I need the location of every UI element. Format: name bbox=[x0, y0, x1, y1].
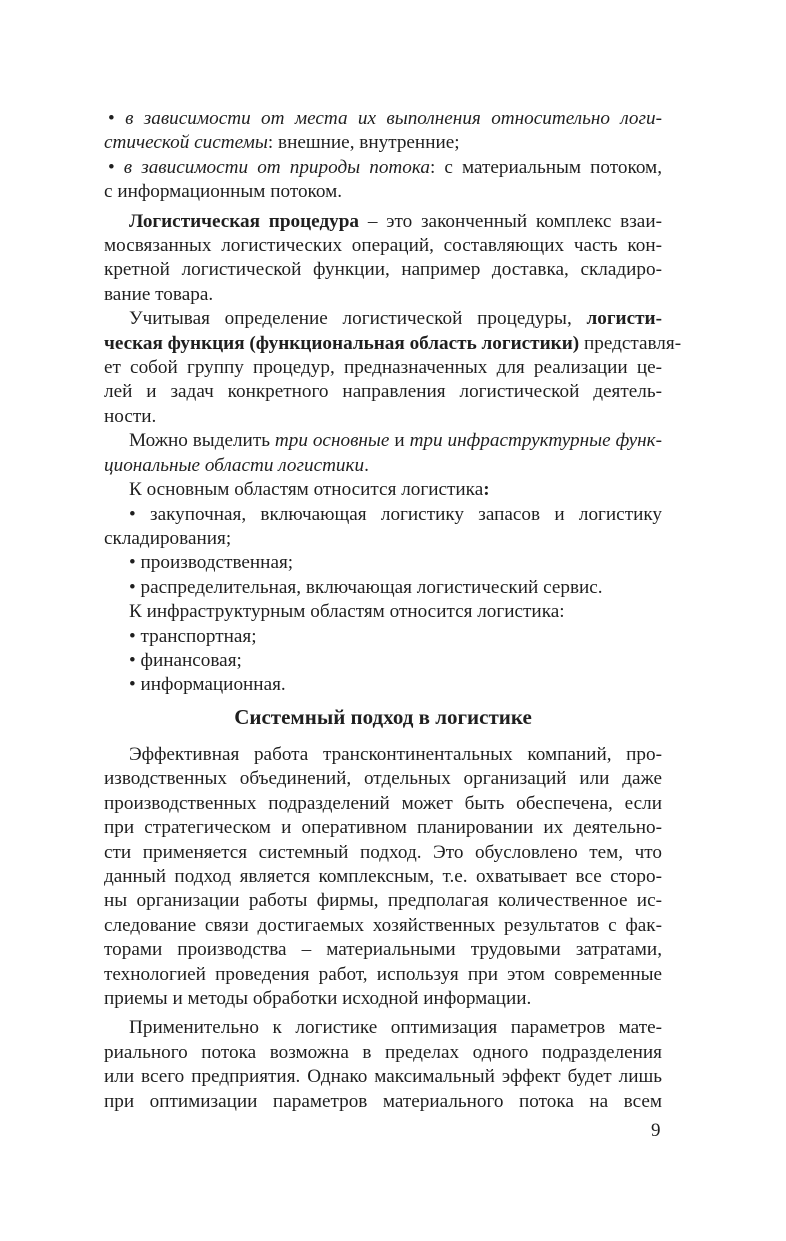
text-line: К основным областям относится логистика: bbox=[129, 479, 490, 501]
text-line: • финансовая; bbox=[129, 649, 242, 671]
text-line: • закупочная, включающая логистику запасов и логистику bbox=[129, 503, 662, 525]
text-line: кретной логистической функции, например доставка, складиро- bbox=[104, 259, 662, 281]
text-line: или всего предприятия. Однако максимальный эффект будет лишь bbox=[104, 1066, 662, 1088]
text-line: риального потока возможна в пределах одного подразделения bbox=[104, 1041, 662, 1063]
text-line: данный подход является комплексным, т.е. охватывает все сторо- bbox=[104, 866, 662, 888]
text-line: ческая функция (функциональная область логистики) представля- bbox=[104, 332, 682, 354]
section-heading: Системный подход в логистике bbox=[234, 705, 532, 729]
text-block-2 bbox=[104, 743, 662, 1114]
text-line: ны организации работы фирмы, предполагая количественное ис- bbox=[104, 890, 662, 912]
text-line: Учитывая определение логистической процедуры, логисти- bbox=[129, 308, 662, 330]
text-line: Применительно к логистике оптимизация параметров мате- bbox=[129, 1017, 662, 1039]
text-line: • информационная. bbox=[129, 674, 286, 696]
text-line: циональные области логистики. bbox=[104, 454, 369, 476]
text-line: вание товара. bbox=[104, 283, 214, 305]
text-line: Можно выделить три основные и три инфраструктурные функ- bbox=[129, 430, 662, 452]
text-line: лей и задач конкретного направления логистической деятель- bbox=[104, 381, 662, 403]
text-line: мосвязанных логистических операций, составляющих часть кон- bbox=[104, 235, 662, 257]
text-line: технологией проведения работ, используя при этом современные bbox=[104, 963, 662, 985]
text-line: с информационным потоком. bbox=[104, 181, 343, 203]
text-line: ет собой группу процедур, предназначенных для реализации це- bbox=[104, 357, 662, 379]
text-line: изводственных объединений, отдельных организаций или даже bbox=[104, 768, 662, 790]
text-line: ности. bbox=[104, 405, 157, 427]
text-line: следование связи достигаемых хозяйственных результатов с фак- bbox=[104, 914, 662, 936]
text-line: • производственная; bbox=[129, 552, 294, 574]
text-line: Логистическая процедура – это законченный комплекс взаи- bbox=[129, 210, 662, 232]
text-line: • распределительная, включающая логистический сервис. bbox=[129, 576, 603, 598]
text-line: приемы и методы обработки исходной информации. bbox=[104, 988, 532, 1010]
text-line: при стратегическом и оперативном планировании их деятельно- bbox=[104, 817, 662, 839]
text-line: сти применяется системный подход. Это обусловлено тем, что bbox=[104, 841, 662, 863]
text-line: при оптимизации параметров материального потока на всем bbox=[104, 1090, 662, 1112]
page-number: 9 bbox=[651, 1120, 661, 1141]
text-block-1 bbox=[104, 107, 682, 698]
text-line: торами производства – материальными трудовыми затратами, bbox=[104, 939, 662, 961]
text-line: производственных подразделений может быть обеспечена, если bbox=[104, 792, 662, 814]
text-line: стической системы: внешние, внутренние; bbox=[104, 132, 460, 154]
text-line: Эффективная работа трансконтинентальных компаний, про- bbox=[129, 744, 662, 765]
text-line: К инфраструктурным областям относится логистика: bbox=[129, 601, 565, 623]
text-line: складирования; bbox=[104, 527, 232, 549]
text-line: • в зависимости от природы потока: с материальным потоком, bbox=[108, 156, 662, 178]
text-line: • транспортная; bbox=[129, 625, 257, 647]
text-line: • в зависимости от места их выполнения относительно логи- bbox=[108, 108, 662, 129]
